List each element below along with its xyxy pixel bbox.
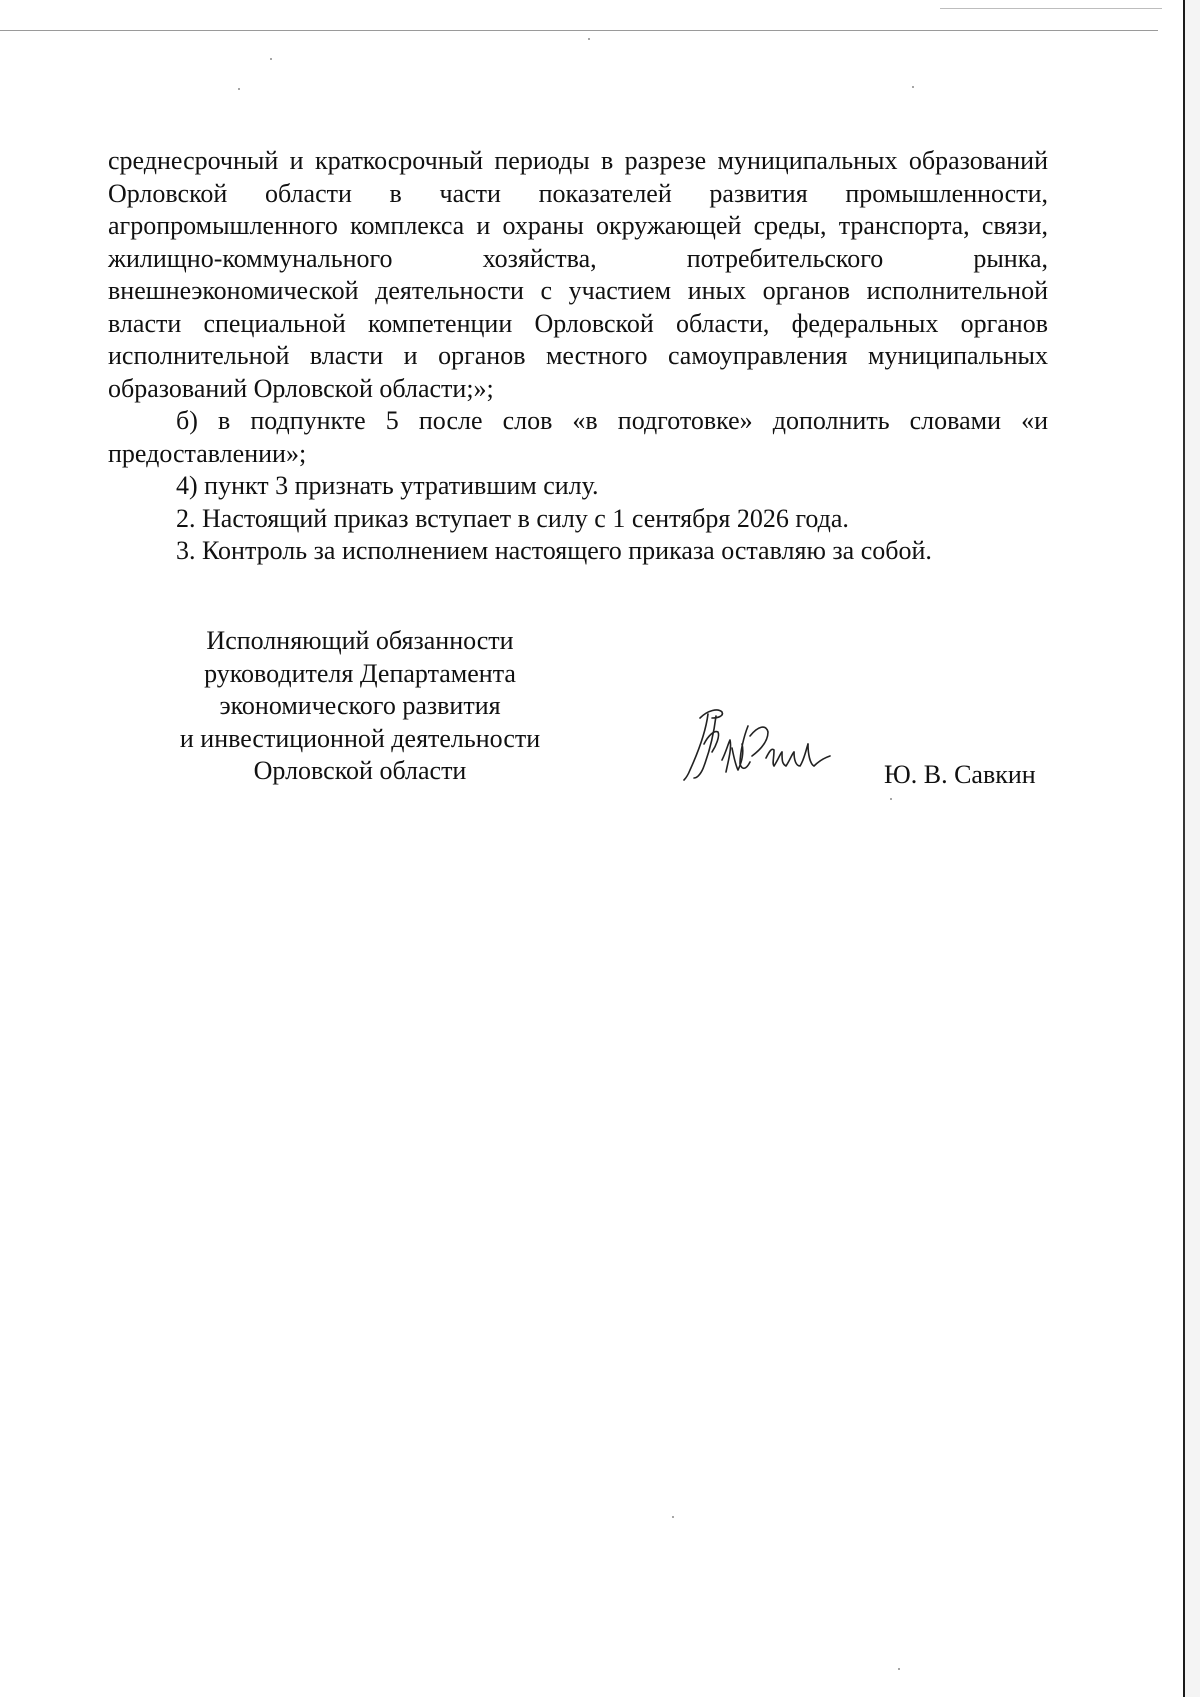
- scan-artifact-line: [0, 30, 1158, 31]
- scan-speck: [898, 1668, 900, 1670]
- scan-speck: [238, 88, 240, 90]
- paragraph-point-2: 2. Настоящий приказ вступает в силу с 1 сентября 2026 года.: [176, 503, 849, 533]
- handwritten-signature: [678, 700, 838, 792]
- scan-speck: [890, 798, 892, 800]
- position-line: и инвестиционной деятельности: [179, 723, 541, 753]
- position-line: руководителя Департамента: [204, 658, 516, 688]
- scan-artifact-line: [940, 8, 1162, 9]
- scan-speck: [912, 86, 914, 88]
- scan-speck: [270, 58, 272, 60]
- signatory-name: Ю. В. Савкин: [884, 760, 1036, 789]
- paragraph-point-3: 3. Контроль за исполнением настоящего приказа оставляю за собой.: [176, 536, 932, 565]
- document-body: [108, 145, 1048, 568]
- position-line: Исполняющий обязанности: [206, 626, 514, 655]
- scan-edge: [1183, 0, 1185, 1697]
- signatory-position: [140, 625, 580, 788]
- paragraph-point-4: 4) пункт 3 признать утратившим силу.: [176, 471, 599, 500]
- position-line: Орловской области: [253, 756, 467, 785]
- paragraph-subpoint-b: б) в подпункте 5 после слов «в подготовке» дополнить словами «и предоставлении»;: [108, 406, 1048, 468]
- scan-speck: [672, 1516, 674, 1518]
- scan-edge-shade: [1185, 0, 1200, 1697]
- scan-speck: [588, 38, 590, 40]
- position-line: экономического развития: [219, 691, 501, 720]
- paragraph-continuation: среднесрочный и краткосрочный периоды в разрезе муниципальных образований Орловской области в части показателей развития промышленности, агропромышленного комплекса и охраны окружающей среды, транспорта, связи, жилищно-коммунального хозяйства, потребительского рынка, внешнеэкономической деятельности с участием иных органов исполнительной власти специальной компетенции Орловской области, федеральных органов исполнительной власти и органов местного самоуправления муниципальных образований Орловской области;»;: [108, 146, 1048, 403]
